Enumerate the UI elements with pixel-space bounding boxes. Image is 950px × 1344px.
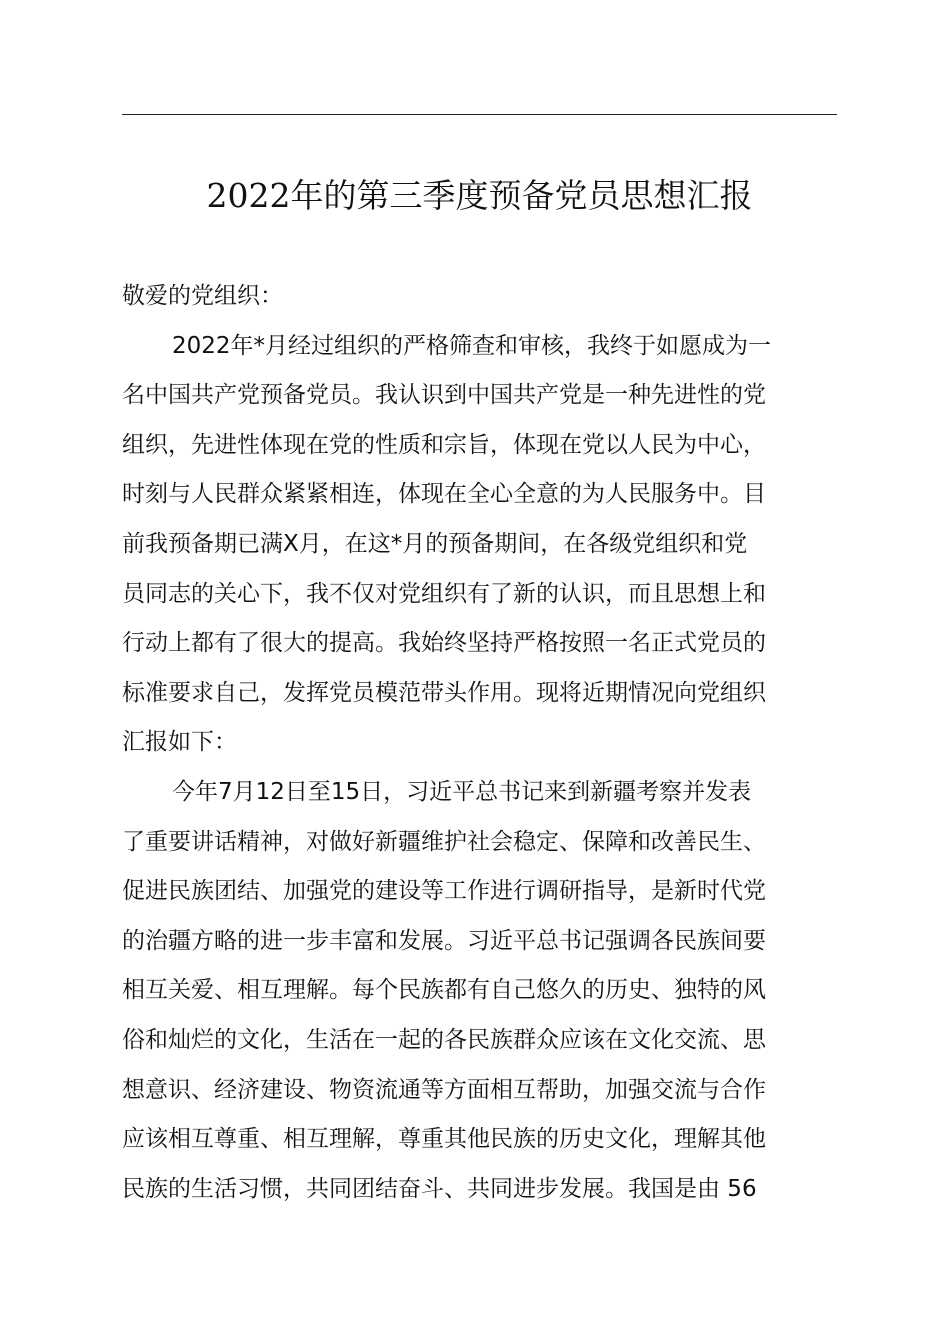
salutation: 敬爱的党组织： <box>122 283 283 309</box>
text-line: 标准要求自己，发挥党员模范带头作用。现将近期情况向党组织 <box>122 679 766 706</box>
text-line: 应该相互尊重、相互理解，尊重其他民族的历史文化，理解其他 <box>122 1126 766 1153</box>
document-title: 2022年的第三季度预备党员思想汇报 <box>206 176 753 215</box>
paragraph-1 <box>122 322 837 768</box>
text-line: 汇报如下： <box>122 729 237 756</box>
text-line: 时刻与人民群众紧紧相连，体现在全心全意的为人民服务中。目 <box>122 481 766 508</box>
text-line: 民族的生活习惯，共同团结奋斗、共同进步发展。我国是由 56 <box>122 1175 757 1202</box>
text-line: 员同志的关心下，我不仅对党组织有了新的认识，而且思想上和 <box>122 580 766 607</box>
text-line: 想意识、经济建设、物资流通等方面相互帮助，加强交流与合作 <box>122 1076 766 1103</box>
paragraph-2 <box>122 768 837 1214</box>
text-line: 2022年*月经过组织的严格筛查和审核，我终于如愿成为一 <box>172 332 772 359</box>
text-line: 今年7月12日至15日，习近平总书记来到新疆考察并发表 <box>172 778 752 805</box>
text-line: 行动上都有了很大的提高。我始终坚持严格按照一名正式党员的 <box>122 630 766 657</box>
text-line: 前我预备期已满X月，在这*月的预备期间，在各级党组织和党 <box>122 530 748 557</box>
text-line: 组织，先进性体现在党的性质和宗旨，体现在党以人民为中心， <box>122 431 766 458</box>
text-line: 名中国共产党预备党员。我认识到中国共产党是一种先进性的党 <box>122 382 766 409</box>
header-rule <box>122 114 837 115</box>
text-line: 促进民族团结、加强党的建设等工作进行调研指导，是新时代党 <box>122 878 766 905</box>
text-line: 了重要讲话精神，对做好新疆维护社会稳定、保障和改善民生、 <box>122 828 766 855</box>
text-line: 俗和灿烂的文化，生活在一起的各民族群众应该在文化交流、思 <box>122 1026 766 1053</box>
document-body <box>122 272 837 1214</box>
text-line: 的治疆方略的进一步丰富和发展。习近平总书记强调各民族间要 <box>122 927 766 954</box>
text-line: 相互关爱、相互理解。每个民族都有自己悠久的历史、独特的风 <box>122 977 766 1004</box>
